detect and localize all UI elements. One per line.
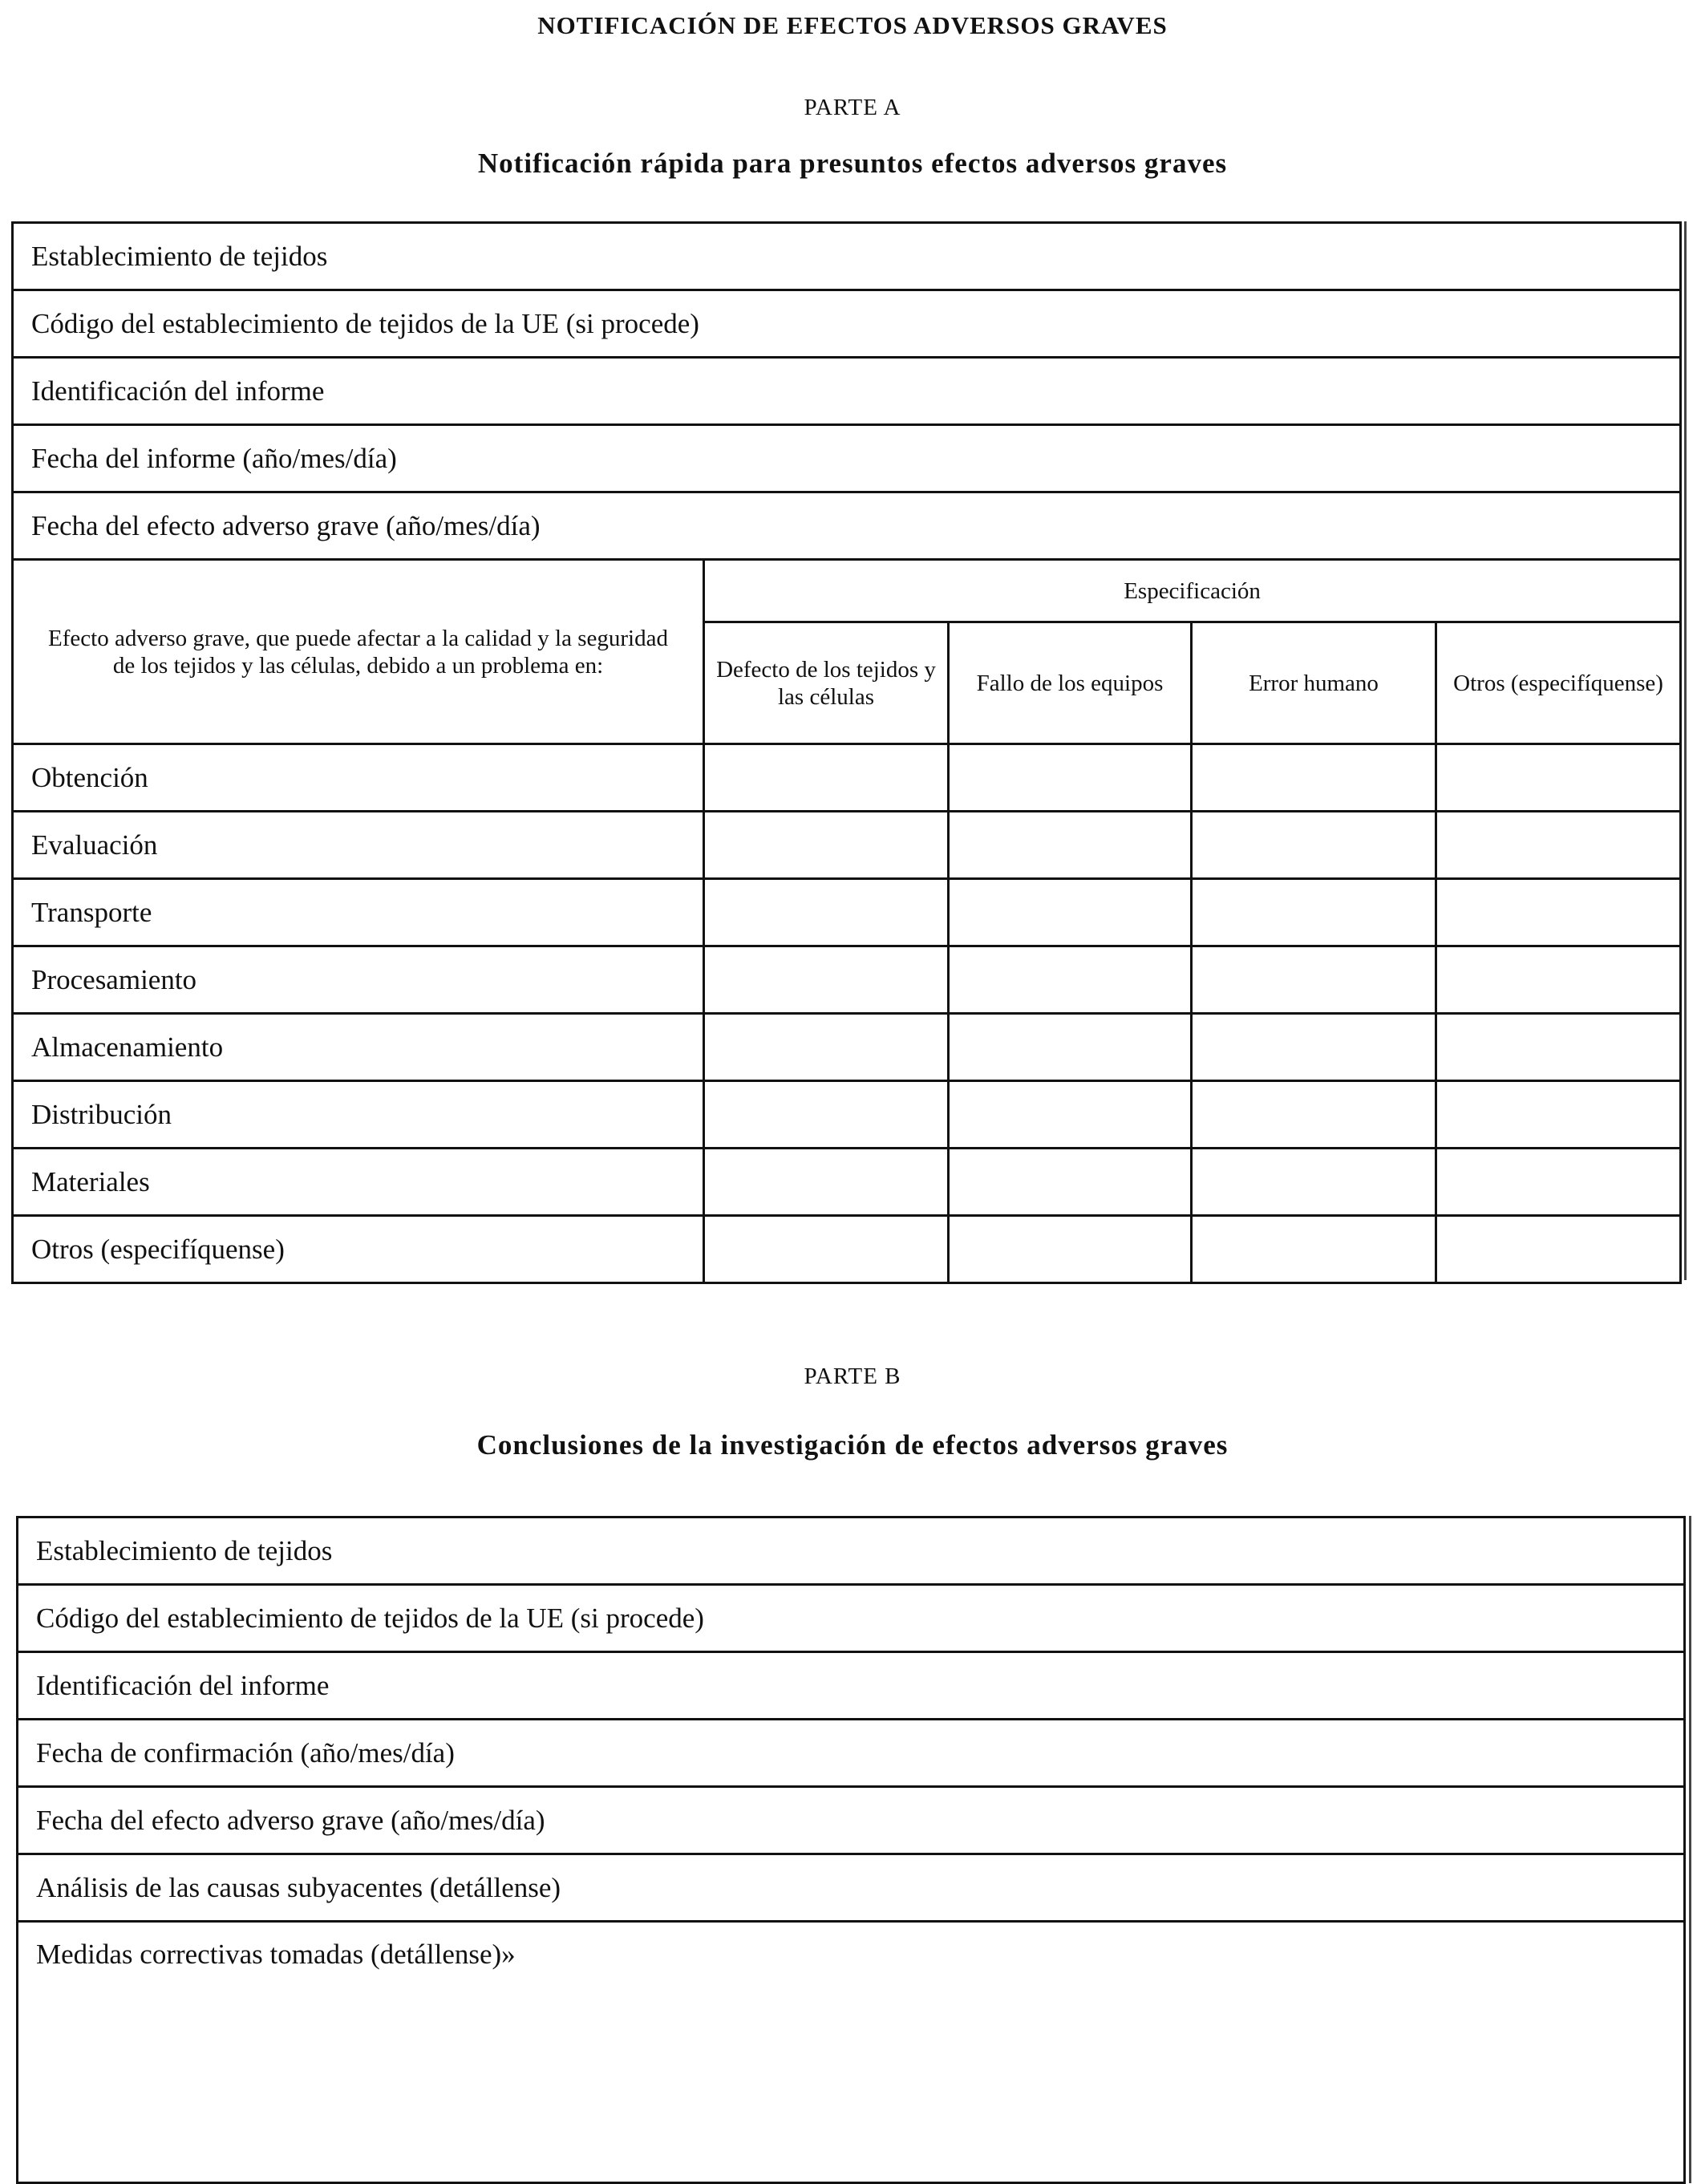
specification-header: Especificación: [704, 560, 1681, 622]
matrix-cell[interactable]: [1192, 1081, 1436, 1149]
row-label-procesamiento: Procesamiento: [13, 946, 704, 1014]
part-a-title: Notificación rápida para presuntos efectos adversos graves: [477, 148, 1228, 179]
part-a-label: PARTE A: [804, 95, 901, 120]
column-header: Otros (especifíquense): [1436, 622, 1681, 744]
margin-rule: [1689, 1516, 1691, 2183]
row-label-otros: Otros (especifíquense): [13, 1216, 704, 1283]
row-label-obtencion: Obtención: [13, 744, 704, 812]
matrix-cell[interactable]: [704, 1216, 949, 1283]
document-title: NOTIFICACIÓN DE EFECTOS ADVERSOS GRAVES: [537, 11, 1168, 39]
part-a-form-table: [11, 221, 1682, 1284]
field-codigo-ue[interactable]: Código del establecimiento de tejidos de la UE (si procede): [13, 290, 1681, 358]
field-analisis-causas[interactable]: Análisis de las causas subyacentes (detállense): [18, 1854, 1685, 1922]
field-medidas-correctivas[interactable]: Medidas correctivas tomadas (detállense)»: [18, 1922, 1685, 2183]
matrix-row-header: Efecto adverso grave, que puede afectar a la calidad y la seguridad de los tejidos y las células, debido a un problema en:: [13, 560, 704, 744]
margin-rule: [1684, 221, 1687, 1280]
matrix-cell[interactable]: [949, 1216, 1192, 1283]
matrix-cell[interactable]: [1436, 744, 1681, 812]
matrix-cell[interactable]: [704, 946, 949, 1014]
matrix-cell[interactable]: [704, 744, 949, 812]
matrix-cell[interactable]: [1436, 1081, 1681, 1149]
row-label-almacenamiento: Almacenamiento: [13, 1014, 704, 1081]
field-fecha-efecto[interactable]: Fecha del efecto adverso grave (año/mes/día): [18, 1787, 1685, 1854]
matrix-cell[interactable]: [1192, 1014, 1436, 1081]
matrix-cell[interactable]: [949, 946, 1192, 1014]
row-label-materiales: Materiales: [13, 1149, 704, 1216]
matrix-cell[interactable]: [949, 1014, 1192, 1081]
field-identificacion-informe[interactable]: Identificación del informe: [18, 1652, 1685, 1720]
column-header: Defecto de los tejidos y las células: [704, 622, 949, 744]
matrix-cell[interactable]: [949, 744, 1192, 812]
matrix-cell[interactable]: [1436, 946, 1681, 1014]
matrix-cell[interactable]: [1436, 1149, 1681, 1216]
matrix-cell[interactable]: [1436, 1014, 1681, 1081]
matrix-cell[interactable]: [1436, 1216, 1681, 1283]
row-label-transporte: Transporte: [13, 879, 704, 946]
matrix-cell[interactable]: [704, 1149, 949, 1216]
part-b-title: Conclusiones de la investigación de efectos adversos graves: [476, 1429, 1229, 1461]
matrix-cell[interactable]: [1436, 812, 1681, 879]
field-codigo-ue[interactable]: Código del establecimiento de tejidos de la UE (si procede): [18, 1585, 1685, 1652]
field-identificacion-informe[interactable]: Identificación del informe: [13, 358, 1681, 425]
field-establecimiento[interactable]: Establecimiento de tejidos: [18, 1517, 1685, 1585]
field-fecha-efecto[interactable]: Fecha del efecto adverso grave (año/mes/día): [13, 492, 1681, 560]
field-fecha-confirmacion[interactable]: Fecha de confirmación (año/mes/día): [18, 1720, 1685, 1787]
matrix-cell[interactable]: [1192, 1149, 1436, 1216]
matrix-cell[interactable]: [1192, 744, 1436, 812]
matrix-cell[interactable]: [704, 1014, 949, 1081]
matrix-cell[interactable]: [1192, 1216, 1436, 1283]
matrix-cell[interactable]: [1192, 946, 1436, 1014]
matrix-cell[interactable]: [949, 812, 1192, 879]
field-establecimiento[interactable]: Establecimiento de tejidos: [13, 223, 1681, 290]
matrix-cell[interactable]: [704, 1081, 949, 1149]
row-label-evaluacion: Evaluación: [13, 812, 704, 879]
part-b-label: PARTE B: [804, 1363, 901, 1389]
matrix-cell[interactable]: [949, 879, 1192, 946]
matrix-cell[interactable]: [704, 812, 949, 879]
matrix-cell[interactable]: [1192, 812, 1436, 879]
part-b-form-table: [16, 1516, 1686, 2184]
matrix-cell[interactable]: [1192, 879, 1436, 946]
matrix-cell[interactable]: [949, 1149, 1192, 1216]
row-label-distribucion: Distribución: [13, 1081, 704, 1149]
matrix-cell[interactable]: [949, 1081, 1192, 1149]
matrix-cell[interactable]: [704, 879, 949, 946]
matrix-cell[interactable]: [1436, 879, 1681, 946]
field-fecha-informe[interactable]: Fecha del informe (año/mes/día): [13, 425, 1681, 492]
column-header: Fallo de los equipos: [949, 622, 1192, 744]
column-header: Error humano: [1192, 622, 1436, 744]
